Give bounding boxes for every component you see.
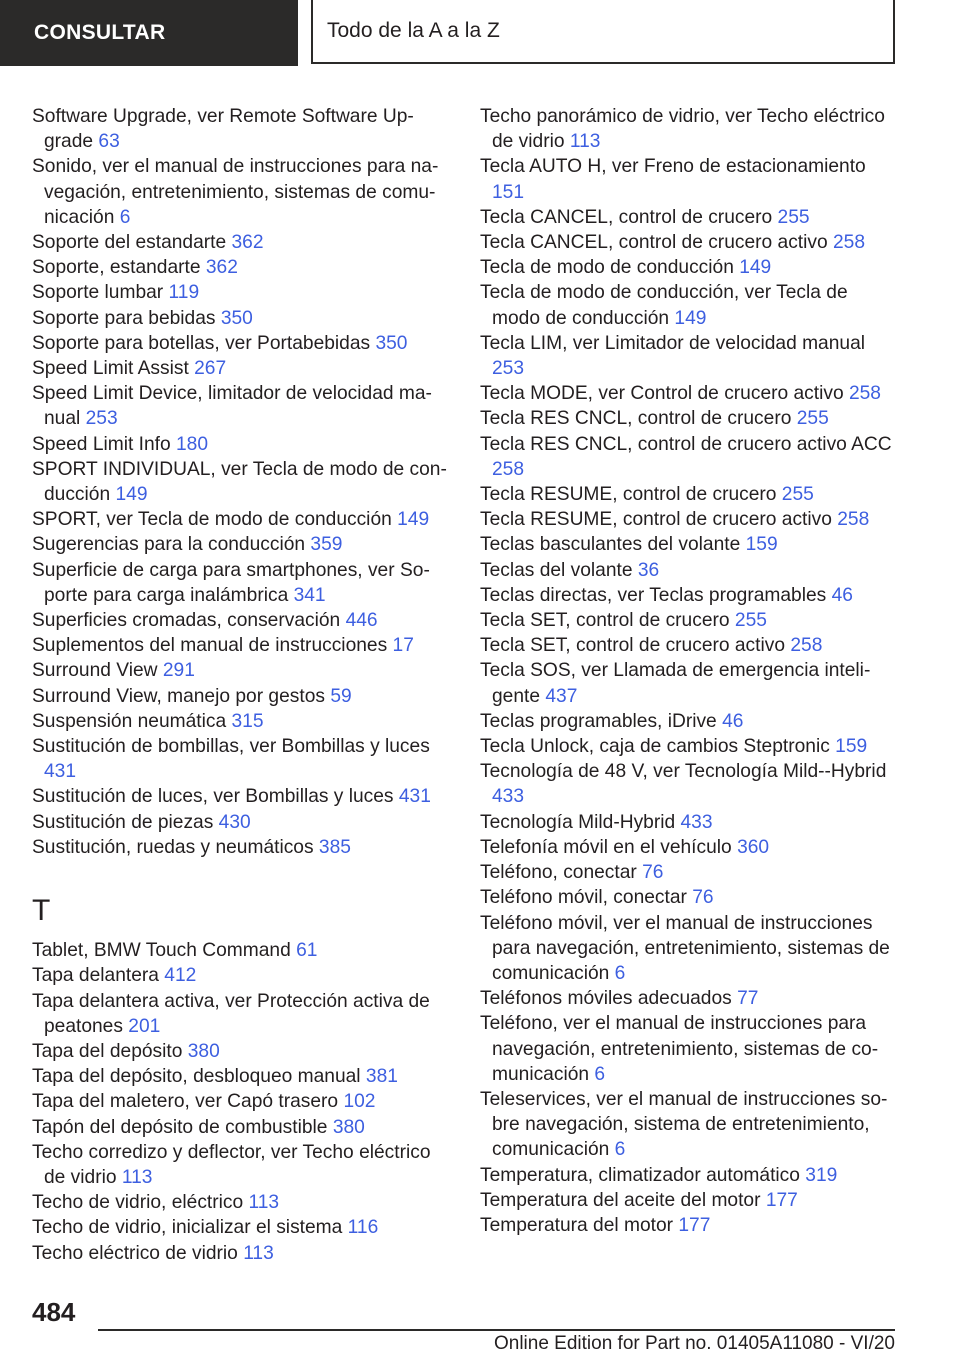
page-reference-link[interactable]: 431 (398, 786, 431, 808)
index-entry (32, 835, 452, 860)
page-reference-link[interactable]: 76 (642, 862, 664, 884)
entry-text: Teléfono, conectar (480, 862, 637, 884)
index-entry (32, 255, 452, 280)
index-entry (32, 1064, 452, 1089)
index-entry (480, 633, 900, 658)
index-entry (32, 1115, 452, 1140)
index-entry (480, 911, 900, 987)
page-reference-link[interactable]: 359 (310, 534, 343, 556)
page-reference-link[interactable]: 433 (680, 811, 713, 833)
entry-text: Tapa del maletero, ver Capó trasero (32, 1091, 339, 1113)
entry-text: Tecla SET, control de crucero (480, 610, 730, 632)
entry-text: Teclas directas, ver Teclas programables (480, 584, 827, 606)
entry-text: Tecnología Mild-Hybrid (480, 811, 676, 833)
page-reference-link[interactable]: 159 (835, 736, 868, 758)
page-reference-link[interactable]: 362 (231, 232, 264, 254)
entry-text: Tecla CANCEL, control de crucero activo (480, 232, 828, 254)
page-reference-link[interactable]: 362 (205, 257, 238, 279)
index-entry (32, 1241, 452, 1266)
entry-text: Tapa del depósito (32, 1040, 183, 1062)
index-entry (32, 507, 452, 532)
entry-text: Sustitución, ruedas y neumáticos (32, 836, 314, 858)
entry-text: Sustitución de bombillas, ver Bombillas y luces (32, 736, 430, 758)
entry-text: Tecla RES CNCL, control de crucero (480, 408, 792, 430)
index-entry (480, 810, 900, 835)
index-entry (480, 532, 900, 557)
entry-text: Teléfono móvil, conectar (480, 887, 687, 909)
entry-text: Tablet, BMW Touch Command (32, 940, 291, 962)
index-entry (480, 860, 900, 885)
index-entry (32, 432, 452, 457)
page-reference-link[interactable]: 258 (848, 383, 881, 405)
entry-text: Suspensión neumática (32, 710, 227, 732)
index-entry (480, 507, 900, 532)
page-reference-link[interactable]: 102 (343, 1091, 376, 1113)
page-reference-link[interactable]: 17 (392, 635, 414, 657)
index-entry (32, 810, 452, 835)
entry-text: Superficie de carga para smartphones, ver Soporte para carga inalámbrica (32, 559, 430, 606)
entry-text: Teclas del volante (480, 559, 633, 581)
page-reference-link[interactable]: 113 (243, 1242, 274, 1264)
entry-text: Tecla de modo de conducción, ver Tecla de modo de conducción (480, 282, 848, 329)
page-reference-link[interactable]: 431 (44, 761, 77, 783)
index-entry (480, 583, 900, 608)
page-reference-link[interactable]: 255 (734, 610, 767, 632)
index-entry (480, 1188, 900, 1213)
footer-divider (98, 1329, 895, 1331)
page-reference-link[interactable]: 36 (637, 559, 660, 581)
index-entry (32, 457, 452, 507)
index-entry (32, 154, 452, 230)
page-reference-link[interactable]: 258 (833, 232, 866, 254)
index-column-left (32, 104, 452, 1266)
index-entry (32, 306, 452, 331)
page-reference-link[interactable]: 381 (365, 1066, 398, 1088)
entry-text: Soporte para bebidas (32, 307, 216, 329)
index-entry (480, 709, 900, 734)
entry-text: Surround View (32, 660, 158, 682)
entry-text: Techo de vidrio, inicializar el sistema (32, 1217, 343, 1239)
entry-text: Tecla MODE, ver Control de crucero activo (480, 383, 844, 405)
entry-text: Tecnología de 48 V, ver Tecnología Mild‑‑Hybrid (480, 761, 887, 783)
index-entry (32, 658, 452, 683)
page-reference-link[interactable]: 350 (220, 307, 253, 329)
page-reference-link[interactable]: 63 (98, 131, 120, 153)
entry-text: Tecla SET, control de crucero activo (480, 635, 786, 657)
page-reference-link[interactable]: 59 (330, 685, 352, 707)
entry-text: SPORT INDIVIDUAL, ver Tecla de modo de conducción (32, 458, 447, 506)
page-reference-link[interactable]: 46 (722, 710, 744, 732)
index-entry (480, 986, 900, 1011)
index-entry (32, 608, 452, 633)
page-reference-link[interactable]: 113 (569, 131, 601, 153)
page-reference-link[interactable]: 385 (318, 836, 351, 858)
entry-text: Techo corredizo y deflector, ver Techo eléctrico de vidrio (32, 1141, 431, 1188)
index-entry (480, 558, 900, 583)
entry-text: Soporte del estandarte (32, 232, 227, 254)
page-reference-link[interactable]: 6 (594, 1063, 606, 1085)
index-entry (32, 1190, 452, 1215)
page-reference-link[interactable]: 61 (296, 940, 318, 962)
entry-text: Tecla Unlock, caja de cambios Steptronic (480, 736, 830, 758)
entry-text: Software Upgrade, ver Remote Software Upgrade (32, 106, 414, 153)
index-entry (32, 1215, 452, 1240)
index-column-right (480, 104, 900, 1238)
entry-text: Teléfono, ver el manual de instrucciones para navegación, entretenimiento, sistemas de comunicación (480, 1013, 879, 1085)
page-reference-link[interactable]: 149 (739, 257, 772, 279)
entry-text: Tecla de modo de conducción (480, 257, 734, 279)
page-reference-link[interactable]: 433 (492, 786, 525, 808)
index-group-s (32, 104, 452, 860)
index-entry (480, 482, 900, 507)
page-reference-link[interactable]: 291 (162, 660, 195, 682)
index-entry (480, 381, 900, 406)
entry-text: Tecla RESUME, control de crucero activo (480, 509, 832, 531)
page-reference-link[interactable]: 149 (397, 509, 430, 531)
index-entry (32, 280, 452, 305)
index-entry (32, 633, 452, 658)
index-entry (480, 406, 900, 431)
page-reference-link[interactable]: 76 (692, 887, 714, 909)
index-entry (480, 1087, 900, 1163)
entry-text: Techo de vidrio, eléctrico (32, 1192, 244, 1214)
page-reference-link[interactable]: 113 (248, 1192, 280, 1214)
page-reference-link[interactable]: 360 (737, 836, 770, 858)
page-reference-link[interactable]: 319 (805, 1164, 838, 1186)
index-entry (32, 230, 452, 255)
entry-text: Teléfonos móviles adecuados (480, 988, 732, 1010)
index-entry (32, 558, 452, 608)
entry-text: Tecla RES CNCL, control de crucero activo ACC (480, 433, 892, 455)
page-reference-link[interactable]: 446 (345, 610, 378, 632)
section-tab[interactable]: CONSULTAR (0, 0, 298, 66)
entry-text: Temperatura, climatizador automático (480, 1164, 800, 1186)
entry-text: Suplementos del manual de instrucciones (32, 635, 388, 657)
page-reference-link[interactable]: 253 (85, 408, 118, 430)
index-entry (480, 1011, 900, 1087)
index-entry (480, 658, 900, 708)
entry-text: Techo panorámico de vidrio, ver Techo eléctrico de vidrio (480, 106, 885, 153)
entry-text: Telefonía móvil en el vehículo (480, 836, 732, 858)
index-entry (480, 1213, 900, 1238)
page-reference-link[interactable]: 380 (332, 1116, 365, 1138)
page-reference-link[interactable]: 258 (492, 458, 525, 480)
page-reference-link[interactable]: 267 (194, 358, 227, 380)
index-entry (32, 532, 452, 557)
entry-text: Sonido, ver el manual de instrucciones para navegación, entretenimiento, sistemas de comunicación (32, 156, 439, 228)
entry-text: Superficies cromadas, conservación (32, 610, 341, 632)
entry-text: Speed Limit Assist (32, 358, 189, 380)
entry-text: Teclas programables, iDrive (480, 710, 717, 732)
page-reference-link[interactable]: 180 (176, 433, 209, 455)
page-reference-link[interactable]: 437 (545, 685, 578, 707)
index-entry (32, 356, 452, 381)
entry-text: Sugerencias para la conducción (32, 534, 306, 556)
page-reference-link[interactable]: 258 (837, 509, 870, 531)
index-entry (32, 989, 452, 1039)
entry-text: Soporte, estandarte (32, 257, 201, 279)
index-entry (32, 381, 452, 431)
entry-text: Speed Limit Device, limitador de velocidad manual (32, 383, 432, 430)
page-reference-link[interactable]: 6 (614, 1139, 626, 1161)
index-entry (480, 154, 900, 204)
page-reference-link[interactable]: 116 (347, 1217, 379, 1239)
page-reference-link[interactable]: 255 (796, 408, 829, 430)
index-entry (32, 1039, 452, 1064)
index-entry (32, 734, 452, 784)
edition-footer: Online Edition for Part no. 01405A11080 - VI/20 (493, 1333, 895, 1354)
entry-text: Tecla RESUME, control de crucero (480, 484, 777, 506)
entry-text: Tapa del depósito, desbloqueo manual (32, 1066, 361, 1088)
page-reference-link[interactable]: 77 (737, 988, 759, 1010)
page-reference-link[interactable]: 6 (119, 206, 131, 228)
page-reference-link[interactable]: 380 (187, 1040, 220, 1062)
index-group-t-continued (480, 104, 900, 1238)
letter-heading: T (32, 894, 51, 928)
entry-text: Sustitución de luces, ver Bombillas y luces (32, 786, 394, 808)
page-reference-link[interactable]: 350 (375, 332, 408, 354)
index-entry (32, 684, 452, 709)
page-reference-link[interactable]: 119 (168, 282, 200, 304)
page-reference-link[interactable]: 46 (831, 584, 853, 606)
header-bar (0, 0, 960, 66)
entry-text: Tapa delantera activa, ver Protección activa de peatones (32, 990, 430, 1037)
page-reference-link[interactable]: 177 (765, 1189, 798, 1211)
index-entry (480, 1163, 900, 1188)
page-reference-link[interactable]: 412 (164, 965, 197, 987)
index-entry (32, 709, 452, 734)
index-entry (32, 963, 452, 988)
entry-text: Techo eléctrico de vidrio (32, 1242, 238, 1264)
index-entry (32, 104, 452, 154)
entry-text: Teclas basculantes del volante (480, 534, 741, 556)
index-group-t (32, 938, 452, 1266)
page-reference-link[interactable]: 255 (777, 206, 810, 228)
page-reference-link[interactable]: 177 (678, 1214, 711, 1236)
entry-text: Teleservices, ver el manual de instrucciones sobre navegación, sistema de entretenimiento, comunicación (480, 1088, 888, 1161)
entry-text: Tecla LIM, ver Limitador de velocidad manual (480, 332, 866, 354)
index-entry (480, 331, 900, 381)
page-reference-link[interactable]: 258 (790, 635, 823, 657)
page-reference-link[interactable]: 430 (218, 811, 251, 833)
index-entry (32, 1089, 452, 1114)
entry-text: Tecla AUTO H, ver Freno de estacionamiento (480, 156, 866, 178)
page-reference-link[interactable]: 201 (128, 1015, 161, 1037)
index-entry (480, 280, 900, 330)
entry-text: Soporte lumbar (32, 282, 164, 304)
entry-text: Sustitución de piezas (32, 811, 214, 833)
index-entry (480, 205, 900, 230)
entry-text: Tecla SOS, ver Llamada de emergencia inteligente (480, 660, 871, 707)
index-entry (480, 734, 900, 759)
entry-text: Teléfono móvil, ver el manual de instrucciones para navegación, entretenimiento, sistemas de comunicación (480, 912, 890, 984)
page-reference-link[interactable]: 315 (231, 710, 264, 732)
index-entry (480, 104, 900, 154)
index-entry (480, 608, 900, 633)
page-reference-link[interactable]: 341 (293, 584, 326, 606)
entry-text: Surround View, manejo por gestos (32, 685, 325, 707)
entry-text: SPORT, ver Tecla de modo de conducción (32, 509, 392, 531)
page-reference-link[interactable]: 6 (614, 962, 626, 984)
index-entry (32, 331, 452, 356)
index-entry (480, 759, 900, 809)
index-entry (480, 835, 900, 860)
page-reference-link[interactable]: 149 (674, 307, 707, 329)
page-reference-link[interactable]: 151 (492, 181, 525, 203)
index-entry (480, 230, 900, 255)
page-reference-link[interactable]: 255 (781, 484, 814, 506)
entry-text: Speed Limit Info (32, 433, 171, 455)
entry-text: Tapón del depósito de combustible (32, 1116, 328, 1138)
index-entry (32, 938, 452, 963)
entry-text: Tecla CANCEL, control de crucero (480, 206, 773, 228)
page-reference-link[interactable]: 253 (492, 358, 525, 380)
entry-text: Tapa delantera (32, 965, 159, 987)
index-entry (480, 885, 900, 910)
entry-text: Temperatura del aceite del motor (480, 1189, 761, 1211)
entry-text: Temperatura del motor (480, 1214, 674, 1236)
page-reference-link[interactable]: 159 (745, 534, 778, 556)
page-reference-link[interactable]: 149 (115, 484, 148, 506)
index-entry (32, 784, 452, 809)
entry-text: Soporte para botellas, ver Portabebidas (32, 332, 371, 354)
chapter-tab[interactable]: Todo de la A a la Z (311, 0, 895, 64)
page-reference-link[interactable]: 113 (121, 1166, 153, 1188)
index-entry (480, 432, 900, 482)
index-entry (32, 1140, 452, 1190)
index-entry (480, 255, 900, 280)
page-number: 484 (32, 1297, 76, 1327)
